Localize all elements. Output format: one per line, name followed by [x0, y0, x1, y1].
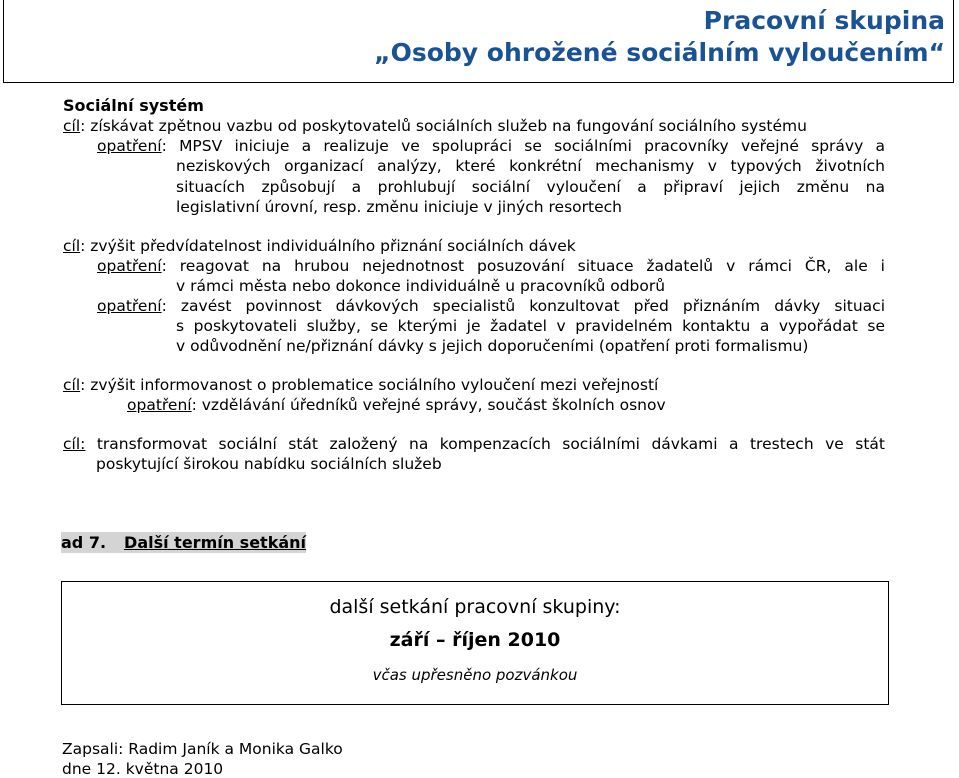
goal-text: : získávat zpětnou vazbu od poskytovatelů sociálních služeb na fungování sociálního systému — [80, 117, 807, 135]
measure-2a-line-2: v rámci města nebo dokonce individuálně u pracovníků odborů — [176, 277, 666, 295]
goal-4-line-2: poskytující širokou nabídku sociálních služeb — [96, 455, 442, 473]
footer-date: dne 12. května 2010 — [62, 760, 224, 778]
measure-1-line-1: opatření: MPSV iniciuje a realizuje ve spolupráci se sociálními pracovníky veřejné správy a — [97, 137, 885, 155]
goal-text: : zvýšit předvídatelnost individuálního přiznání sociálních dávek — [80, 237, 576, 255]
goal-label: cíl: — [63, 435, 86, 453]
footer-recorded-by: Zapsali: Radim Janík a Monika Galko — [62, 740, 343, 758]
measure-label: opatření — [97, 137, 162, 155]
header-title-line1: Pracovní skupina — [703, 6, 945, 35]
measure-1-line-2: neziskových organizací analýzy, které konkrétní mechanismy v typových životních — [176, 157, 885, 175]
meeting-box — [61, 581, 889, 705]
goal-3 — [63, 376, 658, 394]
measure-label: opatření — [97, 297, 162, 315]
goal-2 — [63, 237, 576, 255]
goal-4-line-1: cíl: transformovat sociální stát založený na kompenzacích sociálními dávkami a trestech ve stát — [63, 435, 885, 453]
section-title: Sociální systém — [63, 96, 204, 115]
agenda-title: Další termín setkání — [124, 533, 307, 552]
goal-label: cíl — [63, 237, 81, 255]
measure-3-line-1: opatření: vzdělávání úředníků veřejné správy, součást školních osnov — [127, 396, 666, 414]
measure-1-line-4: legislativní úrovní, resp. změnu iniciuje v jiných resortech — [176, 198, 622, 216]
measure-label: opatření — [97, 257, 162, 275]
goal-label: cíl — [63, 117, 81, 135]
goal-1 — [63, 117, 807, 135]
agenda-heading — [61, 532, 306, 553]
measure-label: opatření — [127, 396, 192, 414]
goal-label: cíl — [63, 376, 81, 394]
measure-2b-line-3: v odůvodnění ne/přiznání dávky s jejich doporučeními (opatření proti formalismu) — [176, 337, 809, 355]
measure-1-line-3: situacích způsobují a prohlubují sociální vyloučení a připraví jejich změnu na — [176, 178, 885, 196]
meeting-box-note: včas upřesněno pozvánkou — [372, 666, 578, 684]
goal-text: : zvýšit informovanost o problematice sociálního vyloučení mezi veřejností — [80, 376, 659, 394]
measure-2b-line-1: opatření: zavést povinnost dávkových specialistů konzultovat před přiznáním dávky situaci — [97, 297, 885, 315]
meeting-box-line1: další setkání pracovní skupiny: — [329, 596, 621, 618]
measure-2b-line-2: s poskytovateli služby, se kterými je žadatel v pravidelném kontaktu a vypořádat se — [176, 317, 885, 335]
meeting-box-date: září – říjen 2010 — [389, 629, 561, 651]
agenda-number: ad 7. — [61, 533, 107, 552]
measure-2a-line-1: opatření: reagovat na hrubou nejednotnost posuzování situace žadatelů v rámci ČR, ale i — [97, 257, 885, 275]
header-title-line2: „Osoby ohrožené sociálním vyloučením“ — [374, 38, 945, 67]
